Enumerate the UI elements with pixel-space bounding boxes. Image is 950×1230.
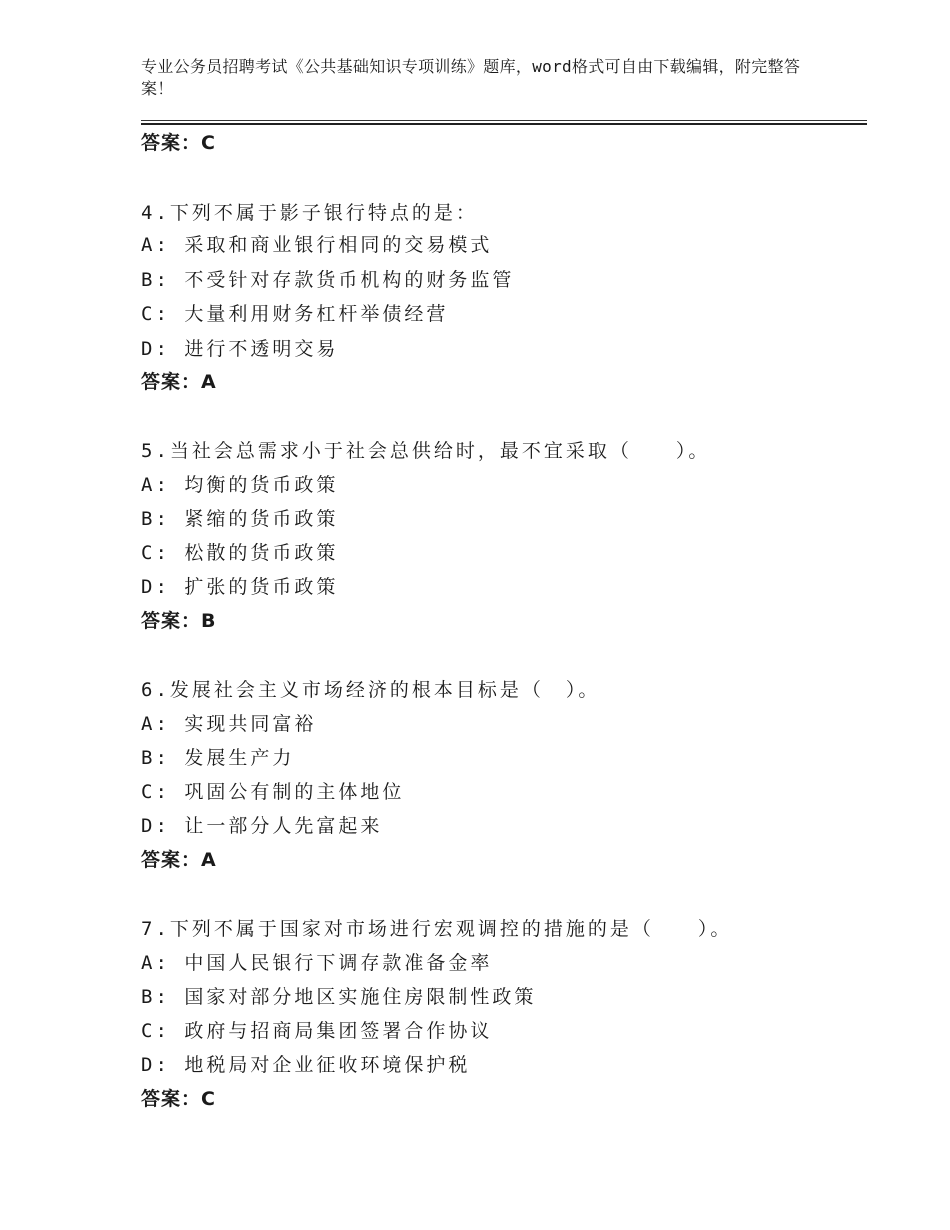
answer-q7: 答案：C <box>141 1088 216 1110</box>
question-7-stem: 7.下列不属于国家对市场进行宏观调控的措施的是（ ）。 <box>141 918 733 940</box>
answer-q4: 答案：A <box>141 371 217 393</box>
question-7-option-d: D: 地税局对企业征收环境保护税 <box>141 1054 471 1076</box>
answer-q6: 答案：A <box>141 849 217 871</box>
question-4-stem: 4.下列不属于影子银行特点的是： <box>141 202 478 224</box>
header-divider-thick <box>141 123 867 125</box>
question-5-option-b: B: 紧缩的货币政策 <box>141 508 339 530</box>
question-7-option-a: A: 中国人民银行下调存款准备金率 <box>141 952 493 974</box>
question-4-option-c: C: 大量利用财务杠杆举债经营 <box>141 303 449 325</box>
question-6-option-b: B: 发展生产力 <box>141 747 295 769</box>
question-4-option-b: B: 不受针对存款货币机构的财务监管 <box>141 269 515 291</box>
question-6-option-c: C: 巩固公有制的主体地位 <box>141 781 405 803</box>
question-6-stem: 6.发展社会主义市场经济的根本目标是（ ）。 <box>141 679 601 701</box>
question-7-option-c: C: 政府与招商局集团签署合作协议 <box>141 1020 493 1042</box>
answer-q3: 答案：C <box>141 132 216 154</box>
question-5-option-a: A: 均衡的货币政策 <box>141 474 339 496</box>
question-5-option-c: C: 松散的货币政策 <box>141 542 339 564</box>
header-divider-thin <box>141 120 867 121</box>
question-6-option-d: D: 让一部分人先富起来 <box>141 815 383 837</box>
question-4-option-d: D: 进行不透明交易 <box>141 338 339 360</box>
question-7-option-b: B: 国家对部分地区实施住房限制性政策 <box>141 986 537 1008</box>
question-4-option-a: A: 采取和商业银行相同的交易模式 <box>141 234 493 256</box>
answer-q5: 答案：B <box>141 610 217 632</box>
question-6-option-a: A: 实现共同富裕 <box>141 713 317 735</box>
question-5-option-d: D: 扩张的货币政策 <box>141 576 339 598</box>
question-5-stem: 5.当社会总需求小于社会总供给时，最不宜采取（ ）。 <box>141 440 711 462</box>
page-header: 专业公务员招聘考试《公共基础知识专项训练》题库，word格式可自由下载编辑，附完整答案！ <box>141 57 801 98</box>
